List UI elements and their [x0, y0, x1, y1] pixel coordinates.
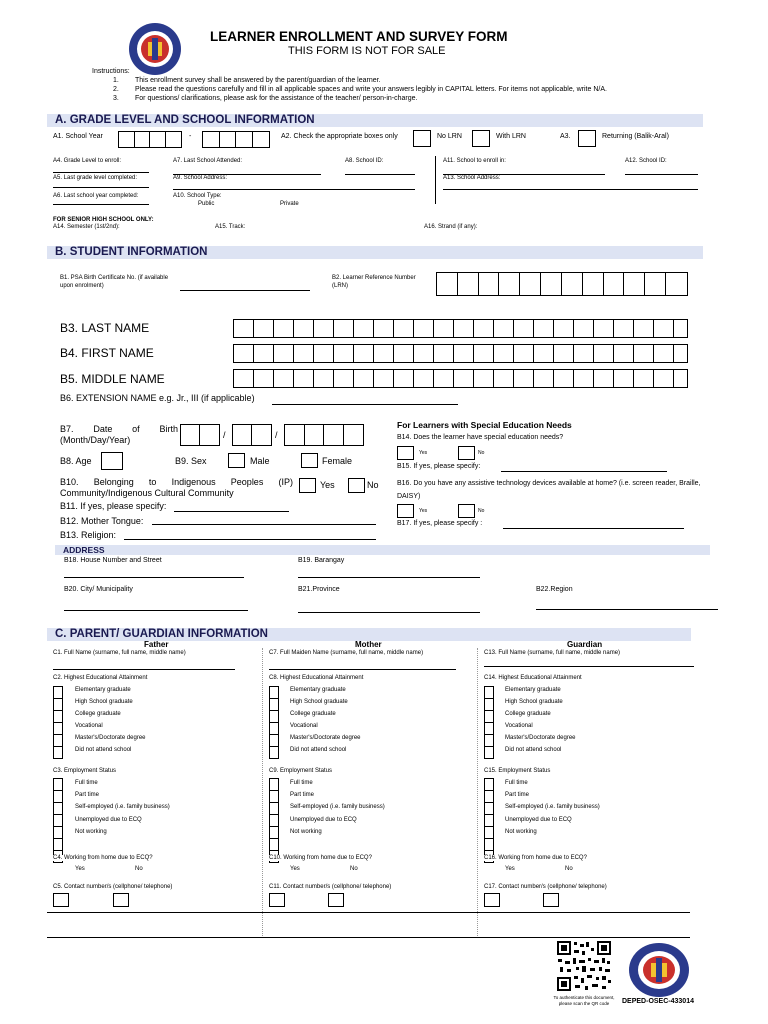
contact-input-1[interactable]	[53, 893, 69, 907]
shs-heading: FOR SENIOR HIGH SCHOOL ONLY:	[53, 217, 154, 223]
edu-option: College graduate	[290, 711, 336, 717]
a13-school-address-input[interactable]	[443, 189, 698, 190]
b15-label: B15. If yes, please specify:	[397, 463, 481, 470]
contact-divider	[47, 912, 690, 913]
column-divider	[262, 648, 263, 938]
a5-label: A5. Last grade level completed:	[53, 175, 138, 181]
religion-input[interactable]	[124, 539, 376, 540]
sped-yes-checkbox[interactable]	[397, 446, 414, 460]
edu-option: Vocational	[290, 723, 318, 729]
with-lrn-checkbox[interactable]	[472, 130, 490, 147]
edu-option: Elementary graduate	[290, 687, 346, 693]
birth-month-input[interactable]	[180, 424, 220, 446]
ip-no-label: No	[367, 480, 379, 490]
deped-seal-logo	[628, 942, 690, 998]
emp-option: Self-employed (i.e. family business)	[75, 804, 170, 810]
c1-label: C1. Full Name (surname, full name, middle name)	[53, 650, 186, 656]
assistive-yes-label: Yes	[419, 508, 428, 514]
emp-option: Not working	[505, 829, 537, 835]
b4-label: B4. FIRST NAME	[60, 346, 154, 360]
b16-label: B16. Do you have any assistive technology devices available at home? (i.e. screen reader, Braille, DAISY)	[397, 480, 701, 500]
private-option[interactable]: Private	[280, 201, 299, 207]
extension-name-input[interactable]	[272, 404, 458, 405]
date-slash: /	[223, 430, 226, 440]
a2-label: A2. Check the appropriate boxes only	[281, 133, 398, 140]
edu-checkbox[interactable]	[484, 746, 494, 759]
contact-input-2[interactable]	[328, 893, 344, 907]
b17-label: B17. If yes, please specify :	[397, 520, 483, 527]
emp-option: Unemployed due to ECQ	[505, 817, 572, 823]
ip-specify-input[interactable]	[174, 511, 289, 512]
wfh-yes[interactable]: Yes	[505, 866, 515, 872]
house-street-input[interactable]	[64, 577, 244, 578]
last-grade-completed-input[interactable]	[53, 187, 149, 188]
address-title: ADDRESS	[63, 545, 105, 555]
city-input[interactable]	[64, 610, 248, 611]
date-slash: /	[275, 430, 278, 440]
emp-option: Self-employed (i.e. family business)	[290, 804, 385, 810]
a9-label: A9. School Address:	[173, 175, 228, 181]
section-b-title: B. STUDENT INFORMATION	[55, 246, 208, 258]
emp-option: Unemployed due to ECQ	[290, 817, 357, 823]
sped-heading: For Learners with Special Education Needs	[397, 420, 572, 430]
emp-option: Full time	[75, 780, 98, 786]
instruction-text: This enrollment survey shall be answered by the parent/guardian of the learner.	[135, 77, 381, 84]
a3-label: A3.	[560, 133, 571, 140]
b10-label: B10. Belonging to Indigenous Peoples (IP) Community/Indigenous Cultural Community	[60, 477, 293, 498]
c17-label: C17. Contact number/s (cellphone/ telephone)	[484, 884, 607, 890]
mother-heading: Mother	[355, 640, 382, 649]
c7-label: C7. Full Maiden Name (surname, full name, middle name)	[269, 650, 424, 656]
b22-label: B22.Region	[536, 586, 573, 593]
c15-label: C15. Employment Status	[484, 768, 551, 774]
c3-label: C3. Employment Status	[53, 768, 117, 774]
birth-day-input[interactable]	[232, 424, 272, 446]
instructions-heading: Instructions:	[92, 68, 130, 75]
b18-label: B18. House Number and Street	[64, 557, 162, 564]
a12-school-id-input[interactable]	[625, 174, 698, 175]
edu-option: Elementary graduate	[505, 687, 561, 693]
sped-yes-label: Yes	[419, 450, 428, 456]
school-year-dash: -	[189, 133, 192, 140]
last-school-year-input[interactable]	[53, 204, 149, 205]
emp-option: Self-employed (i.e. family business)	[505, 804, 600, 810]
assistive-yes-checkbox[interactable]	[397, 504, 414, 518]
b12-label: B12. Mother Tongue:	[60, 516, 144, 526]
b19-label: B19. Barangay	[298, 557, 345, 564]
instruction-number: 3.	[113, 95, 119, 102]
b5-label: B5. MIDDLE NAME	[60, 372, 165, 386]
emp-option: Not working	[75, 829, 107, 835]
b8-label: B8. Age	[60, 456, 92, 466]
a9-school-address-input[interactable]	[173, 189, 415, 190]
form-title: LEARNER ENROLLMENT AND SURVEY FORM	[210, 29, 508, 44]
a7-label: A7. Last School Attended:	[173, 158, 243, 164]
male-label: Male	[250, 456, 270, 466]
lrn-input[interactable]	[436, 272, 688, 296]
male-checkbox[interactable]	[228, 453, 245, 468]
sped-no-checkbox[interactable]	[458, 446, 475, 460]
with-lrn-label: With LRN	[496, 133, 526, 140]
a1-label: A1. School Year	[53, 133, 103, 140]
emp-option: Part time	[290, 792, 315, 798]
b3-label: B3. LAST NAME	[60, 321, 150, 335]
c8-label: C8. Highest Educational Attainment	[269, 675, 364, 681]
edu-option: Did not attend school	[290, 747, 347, 753]
deped-logo	[128, 22, 182, 76]
emp-option: Full time	[290, 780, 313, 786]
edu-option: College graduate	[75, 711, 121, 717]
edu-option: Master's/Doctorate degree	[290, 735, 361, 741]
section-b-header	[47, 246, 703, 259]
a4-label: A4. Grade Level to enroll:	[53, 158, 122, 164]
edu-option: High School graduate	[75, 699, 133, 705]
edu-checkbox[interactable]	[53, 746, 63, 759]
contact-input-2[interactable]	[543, 893, 559, 907]
b21-label: B21.Province	[298, 586, 340, 593]
sped-specify-input[interactable]	[501, 471, 667, 472]
psa-birth-cert-input[interactable]	[180, 290, 310, 291]
form-subtitle: THIS FORM IS NOT FOR SALE	[288, 45, 446, 57]
wfh-no[interactable]: No	[350, 866, 358, 872]
address-header	[55, 545, 710, 555]
b1-label: B1. PSA Birth Certificate No. (if available upon enrolment)	[60, 275, 169, 289]
edu-option: Did not attend school	[505, 747, 562, 753]
bottom-divider	[47, 937, 690, 938]
birth-year-input[interactable]	[284, 424, 364, 446]
school-year-end-input[interactable]	[202, 131, 270, 148]
contact-input-1[interactable]	[484, 893, 500, 907]
contact-input-1[interactable]	[269, 893, 285, 907]
wfh-yes[interactable]: Yes	[75, 866, 85, 872]
a12-label: A12. School ID:	[625, 158, 667, 164]
b11-label: B11. If yes, please specify:	[60, 501, 167, 511]
age-input[interactable]	[101, 452, 123, 470]
a10-label: A10. School Type:	[173, 193, 222, 199]
wfh-yes[interactable]: Yes	[290, 866, 300, 872]
female-label: Female	[322, 456, 353, 466]
edu-option: Vocational	[505, 723, 533, 729]
wfh-no[interactable]: No	[565, 866, 573, 872]
wfh-no[interactable]: No	[135, 866, 143, 872]
edu-option: College graduate	[505, 711, 551, 717]
instruction-text: Please read the questions carefully and fill in all applicable spaces and write your answers legibly in CAPITAL letters. For items not applicable, write N/A.	[135, 86, 607, 93]
middle-name-input[interactable]	[233, 369, 688, 388]
female-checkbox[interactable]	[301, 453, 318, 468]
b13-label: B13. Religion:	[60, 530, 117, 540]
a8-label: A8. School ID:	[345, 158, 384, 164]
b20-label: B20. City/ Municipality	[64, 586, 133, 593]
c16-label: C16. Working from home due to ECQ?	[484, 855, 587, 861]
contact-input-2[interactable]	[113, 893, 129, 907]
ip-yes-label: Yes	[320, 480, 335, 490]
document-code: DEPED-OSEC-433014	[622, 998, 694, 1005]
assistive-specify-input[interactable]	[503, 528, 684, 529]
c13-label: C13. Full Name (surname, full name, middle name)	[484, 650, 621, 656]
a16-label: A16. Strand (if any):	[424, 224, 478, 230]
emp-option: Not working	[290, 829, 322, 835]
returning-label: Returning (Balik-Aral)	[602, 133, 669, 140]
guardian-heading: Guardian	[567, 640, 603, 649]
c14-label: C14. Highest Educational Attainment	[484, 675, 582, 681]
section-a-header	[47, 114, 703, 127]
a15-label: A15. Track:	[215, 224, 246, 230]
instruction-number: 2.	[113, 86, 119, 93]
school-year-start-input[interactable]	[118, 131, 182, 148]
divider	[435, 156, 436, 204]
mother-tongue-input[interactable]	[152, 524, 376, 525]
b2-label: B2. Learner Reference Number (LRN)	[332, 275, 416, 289]
a6-label: A6. Last school year completed:	[53, 193, 139, 199]
emp-option: Full time	[505, 780, 528, 786]
edu-option: Vocational	[75, 723, 103, 729]
edu-option: Elementary graduate	[75, 687, 131, 693]
section-c-title: C. PARENT/ GUARDIAN INFORMATION	[55, 628, 268, 640]
emp-option: Part time	[75, 792, 100, 798]
emp-option: Unemployed due to ECQ	[75, 817, 142, 823]
instruction-number: 1.	[113, 77, 119, 84]
no-lrn-label: No LRN	[437, 133, 462, 140]
instruction-text: For questions/ clarifications, please ask for the assistance of the teacher/ person-in-charge.	[135, 95, 418, 102]
last-name-input[interactable]	[233, 319, 688, 338]
c2-label: C2. Highest Educational Attainment	[53, 675, 148, 681]
emp-option: Part time	[505, 792, 530, 798]
edu-option: Did not attend school	[75, 747, 132, 753]
assistive-no-checkbox[interactable]	[458, 504, 475, 518]
c10-label: C10. Working from home due to ECQ?	[269, 855, 372, 861]
c4-label: C4. Working from home due to ECQ?	[53, 855, 153, 861]
column-divider	[477, 648, 478, 938]
a8-school-id-input[interactable]	[345, 174, 415, 175]
c5-label: C5. Contact number/s (cellphone/ telephone)	[53, 884, 173, 890]
ip-no-checkbox[interactable]	[348, 478, 365, 493]
b7-label: B7. Date of Birth (Month/Day/Year)	[60, 424, 178, 445]
b6-label: B6. EXTENSION NAME e.g. Jr., III (if applicable)	[60, 393, 255, 403]
public-option[interactable]: Public	[198, 201, 215, 207]
province-input[interactable]	[298, 612, 480, 613]
edu-option: High School graduate	[290, 699, 348, 705]
father-heading: Father	[144, 640, 169, 649]
grade-level-enroll-input[interactable]	[53, 172, 149, 173]
qr-caption: To authenticate this document, please scan the QR code	[553, 995, 615, 1006]
assistive-no-label: No	[478, 508, 485, 514]
father-name-input[interactable]	[53, 669, 235, 670]
region-input[interactable]	[536, 609, 718, 610]
first-name-input[interactable]	[233, 344, 688, 363]
a13-label: A13. School Address:	[443, 175, 501, 181]
section-a-title: A. GRADE LEVEL AND SCHOOL INFORMATION	[55, 114, 315, 126]
c11-label: C11. Contact number/s (cellphone/ telephone)	[269, 884, 392, 890]
c9-label: C9. Employment Status	[269, 768, 333, 774]
qr-code-icon	[556, 940, 612, 992]
edu-checkbox[interactable]	[269, 746, 279, 759]
a11-label: A11. School to enroll in:	[443, 158, 506, 164]
barangay-input[interactable]	[298, 577, 480, 578]
edu-option: Master's/Doctorate degree	[75, 735, 146, 741]
edu-option: High School graduate	[505, 699, 563, 705]
sped-no-label: No	[478, 450, 485, 456]
returning-checkbox[interactable]	[578, 130, 596, 147]
guardian-name-input[interactable]	[484, 666, 694, 667]
edu-option: Master's/Doctorate degree	[505, 735, 576, 741]
a14-label: A14. Semester (1st/2nd):	[53, 224, 120, 230]
b9-label: B9. Sex	[175, 456, 207, 466]
b14-label: B14. Does the learner have special education needs?	[397, 434, 564, 441]
no-lrn-checkbox[interactable]	[413, 130, 431, 147]
mother-name-input[interactable]	[269, 669, 456, 670]
ip-yes-checkbox[interactable]	[299, 478, 316, 493]
